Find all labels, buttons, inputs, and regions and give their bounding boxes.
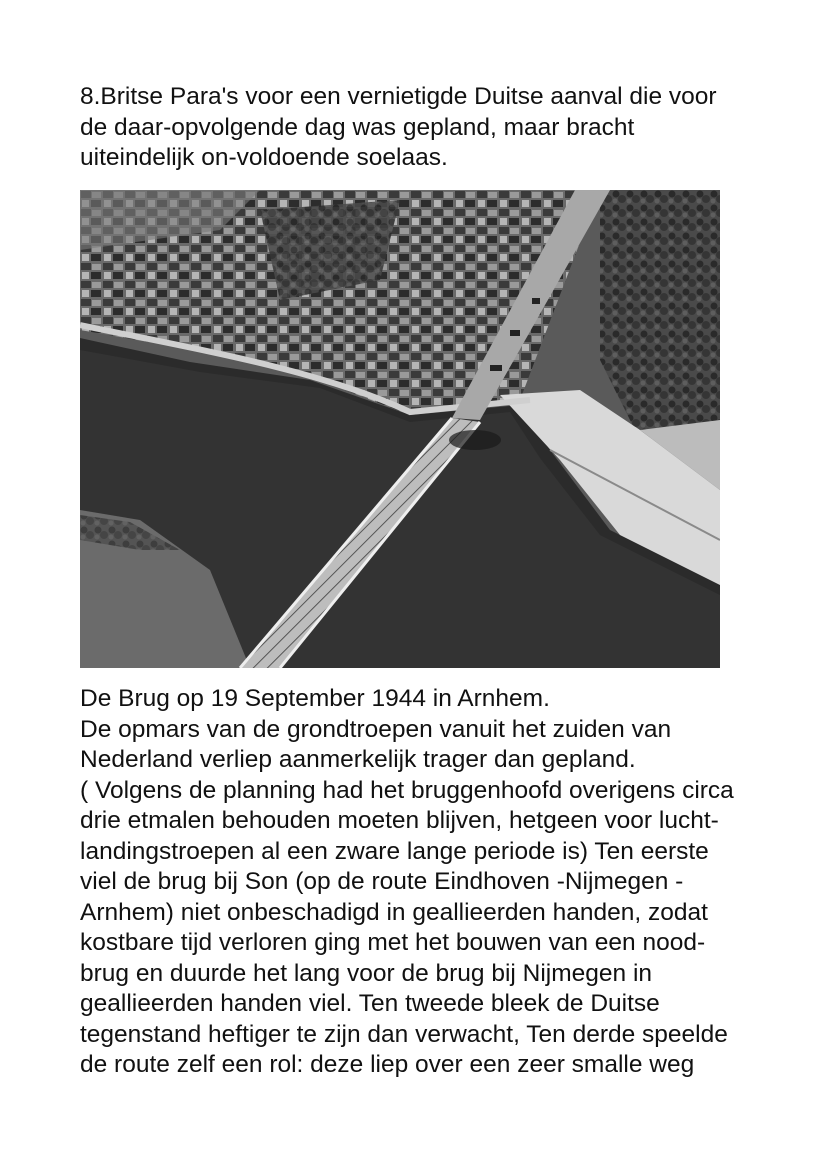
text-line: ( Volgens de planning had het bruggenhoofd overigens circa (80, 776, 734, 804)
body-paragraph (80, 684, 734, 1081)
text-line: Arnhem) niet onbeschadigd in geallieerden handen, zodat (80, 898, 708, 926)
intro-paragraph (80, 82, 717, 174)
text-line: Nederland verliep aanmerkelijk trager dan gepland. (80, 746, 636, 773)
text-line: De opmars van de grondtroepen vanuit het zuiden van (80, 715, 672, 743)
text-line: tegenstand heftiger te zijn dan verwacht, Ten derde speelde (80, 1020, 728, 1048)
text-line: de route zelf een rol: deze liep over een zeer smalle weg (80, 1051, 695, 1078)
text-line: geallieerden handen viel. Ten tweede bleek de Duitse (80, 990, 660, 1017)
text-line: 8.Britse Para's voor een vernietigde Duitse aanval die voor (80, 83, 717, 110)
text-line: brug en duurde het lang voor de brug bij Nijmegen in (80, 959, 653, 987)
text-line: viel de brug bij Son (op de route Eindhoven -Nijmegen - (80, 868, 684, 895)
text-line: kostbare tijd verloren ging met het bouwen van een nood- (80, 929, 706, 956)
text-line: drie etmalen behouden moeten blijven, hetgeen voor lucht- (80, 807, 719, 834)
aerial-photo-bridge (80, 190, 720, 668)
text-line: landingstroepen al een zware lange periode is) Ten eerste (80, 837, 709, 865)
caption-line: De Brug op 19 September 1944 in Arnhem. (80, 685, 550, 712)
text-line: de daar-opvolgende dag was gepland, maar bracht (80, 113, 635, 141)
text-line: uiteindelijk on-voldoende soelaas. (80, 144, 448, 171)
